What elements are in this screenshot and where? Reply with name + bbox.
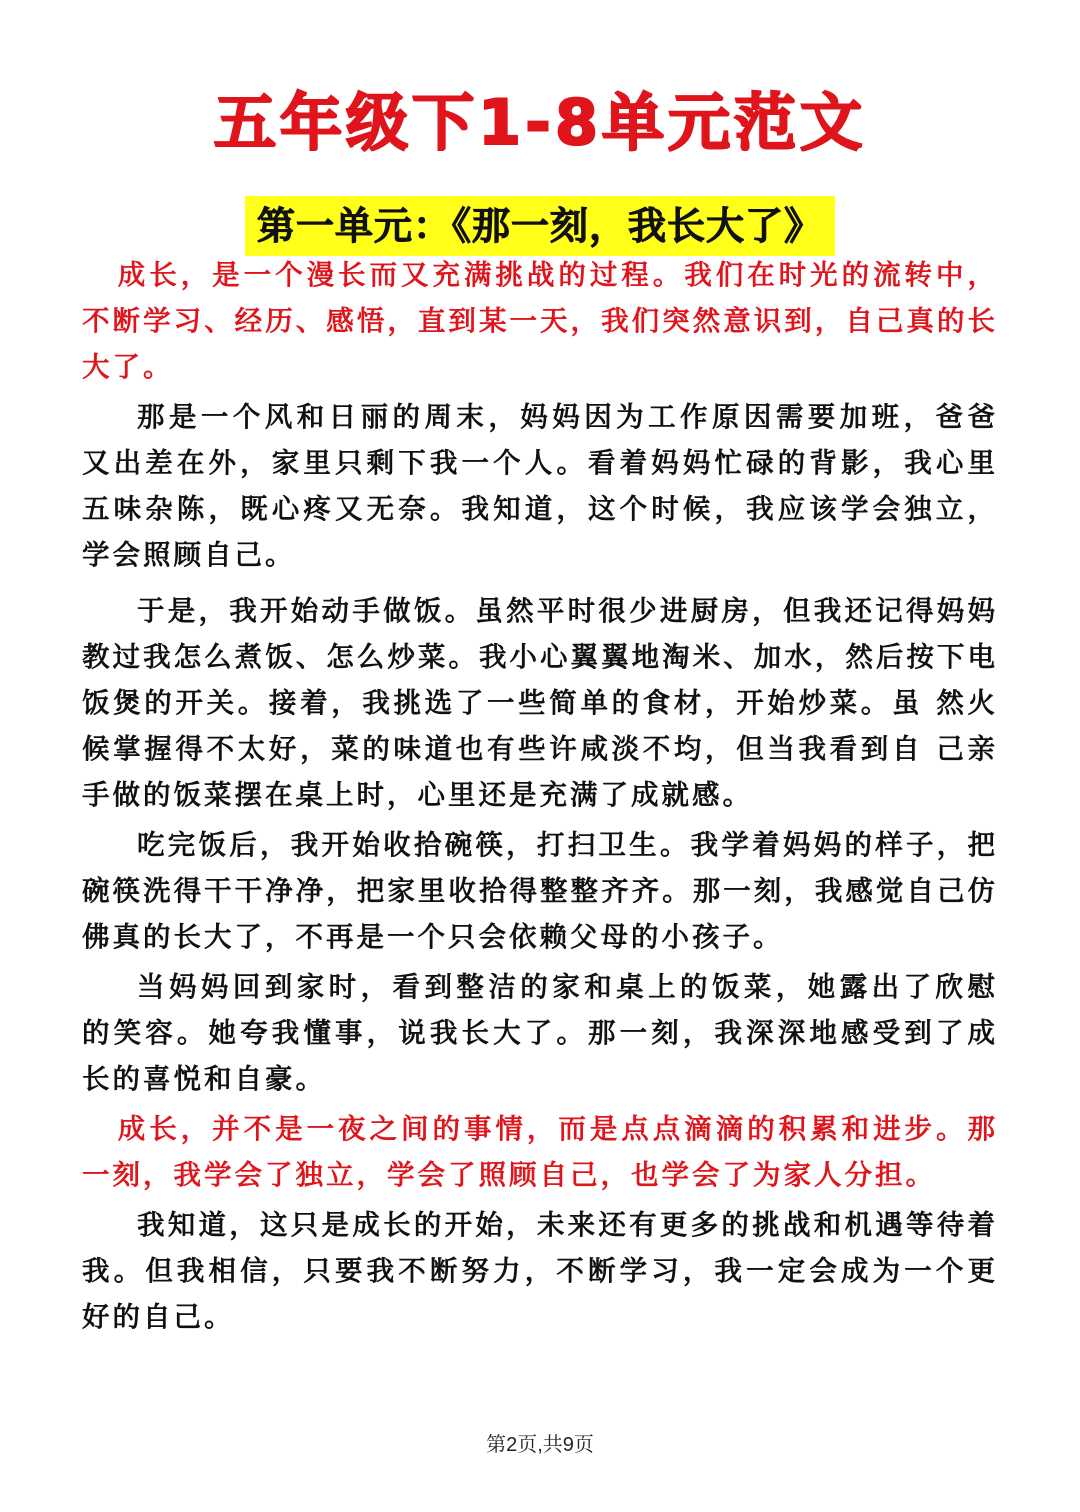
document-title: 五年级下1-8单元范文: [213, 86, 866, 159]
body-paragraph: 于是，我开始动手做饭。虽然平时很少进厨房，但我还记得妈妈教过我怎么煮饭、怎么炒菜。我小心翼翼地淘米、加水，然后按下电饭煲的开关。接着，我挑选了一些简单的食材，开始炒菜。虽 然火候掌握得不太好，菜的味道也有些许咸淡不均，但当我看到自 己亲手做的饭菜摆在桌上时，心里还是充满了成就感。: [82, 595, 998, 811]
body-paragraph: 那是一个风和日丽的周末，妈妈因为工作原因需要加班，爸爸 又出差在外，家里只剩下我一个人。看着妈妈忙碌的背影，我心里 五味杂陈，既心疼又无奈。我知道，这个时候，我应该学会独立， 学会照顾自己。: [82, 401, 998, 571]
body-paragraph: 我知道，这只是成长的开始，未来还有更多的挑战和机遇等待着 我。但我相信，只要我不断努力，不断学习，我一定会成为一个更 好的自己。: [82, 1209, 998, 1333]
essay-body: [82, 252, 998, 1340]
body-paragraph: 吃完饭后，我开始收拾碗筷，打扫卫生。我学着妈妈的样子，把碗筷洗得干干净净，把家里收拾得整整齐齐。那一刻，我感觉自己仿佛真的长大了，不再是一个只会依赖父母的小孩子。: [82, 829, 998, 953]
unit-title-container: [0, 196, 1080, 256]
intro-paragraph: 成长，是一个漫长而又充满挑战的过程。我们在时光的流转中，不断学习、经历、感悟，直到某一天，我们突然意识到，自己真的长大了。: [82, 259, 998, 383]
page-number: 第2页,共9页: [486, 1434, 594, 1456]
body-paragraph: 当妈妈回到家时，看到整洁的家和桌上的饭菜，她露出了欣慰 的笑容。她夸我懂事，说我长大了。那一刻，我深深地感受到了成 长的喜悦和自豪。: [82, 971, 998, 1095]
unit-title: 第一单元：《那一刻，我长大了》: [245, 196, 835, 256]
conclusion-paragraph: 成长，并不是一夜之间的事情，而是点点滴滴的积累和进步。那一刻，我学会了独立，学会了照顾自己，也学会了为家人分担。: [82, 1113, 998, 1191]
